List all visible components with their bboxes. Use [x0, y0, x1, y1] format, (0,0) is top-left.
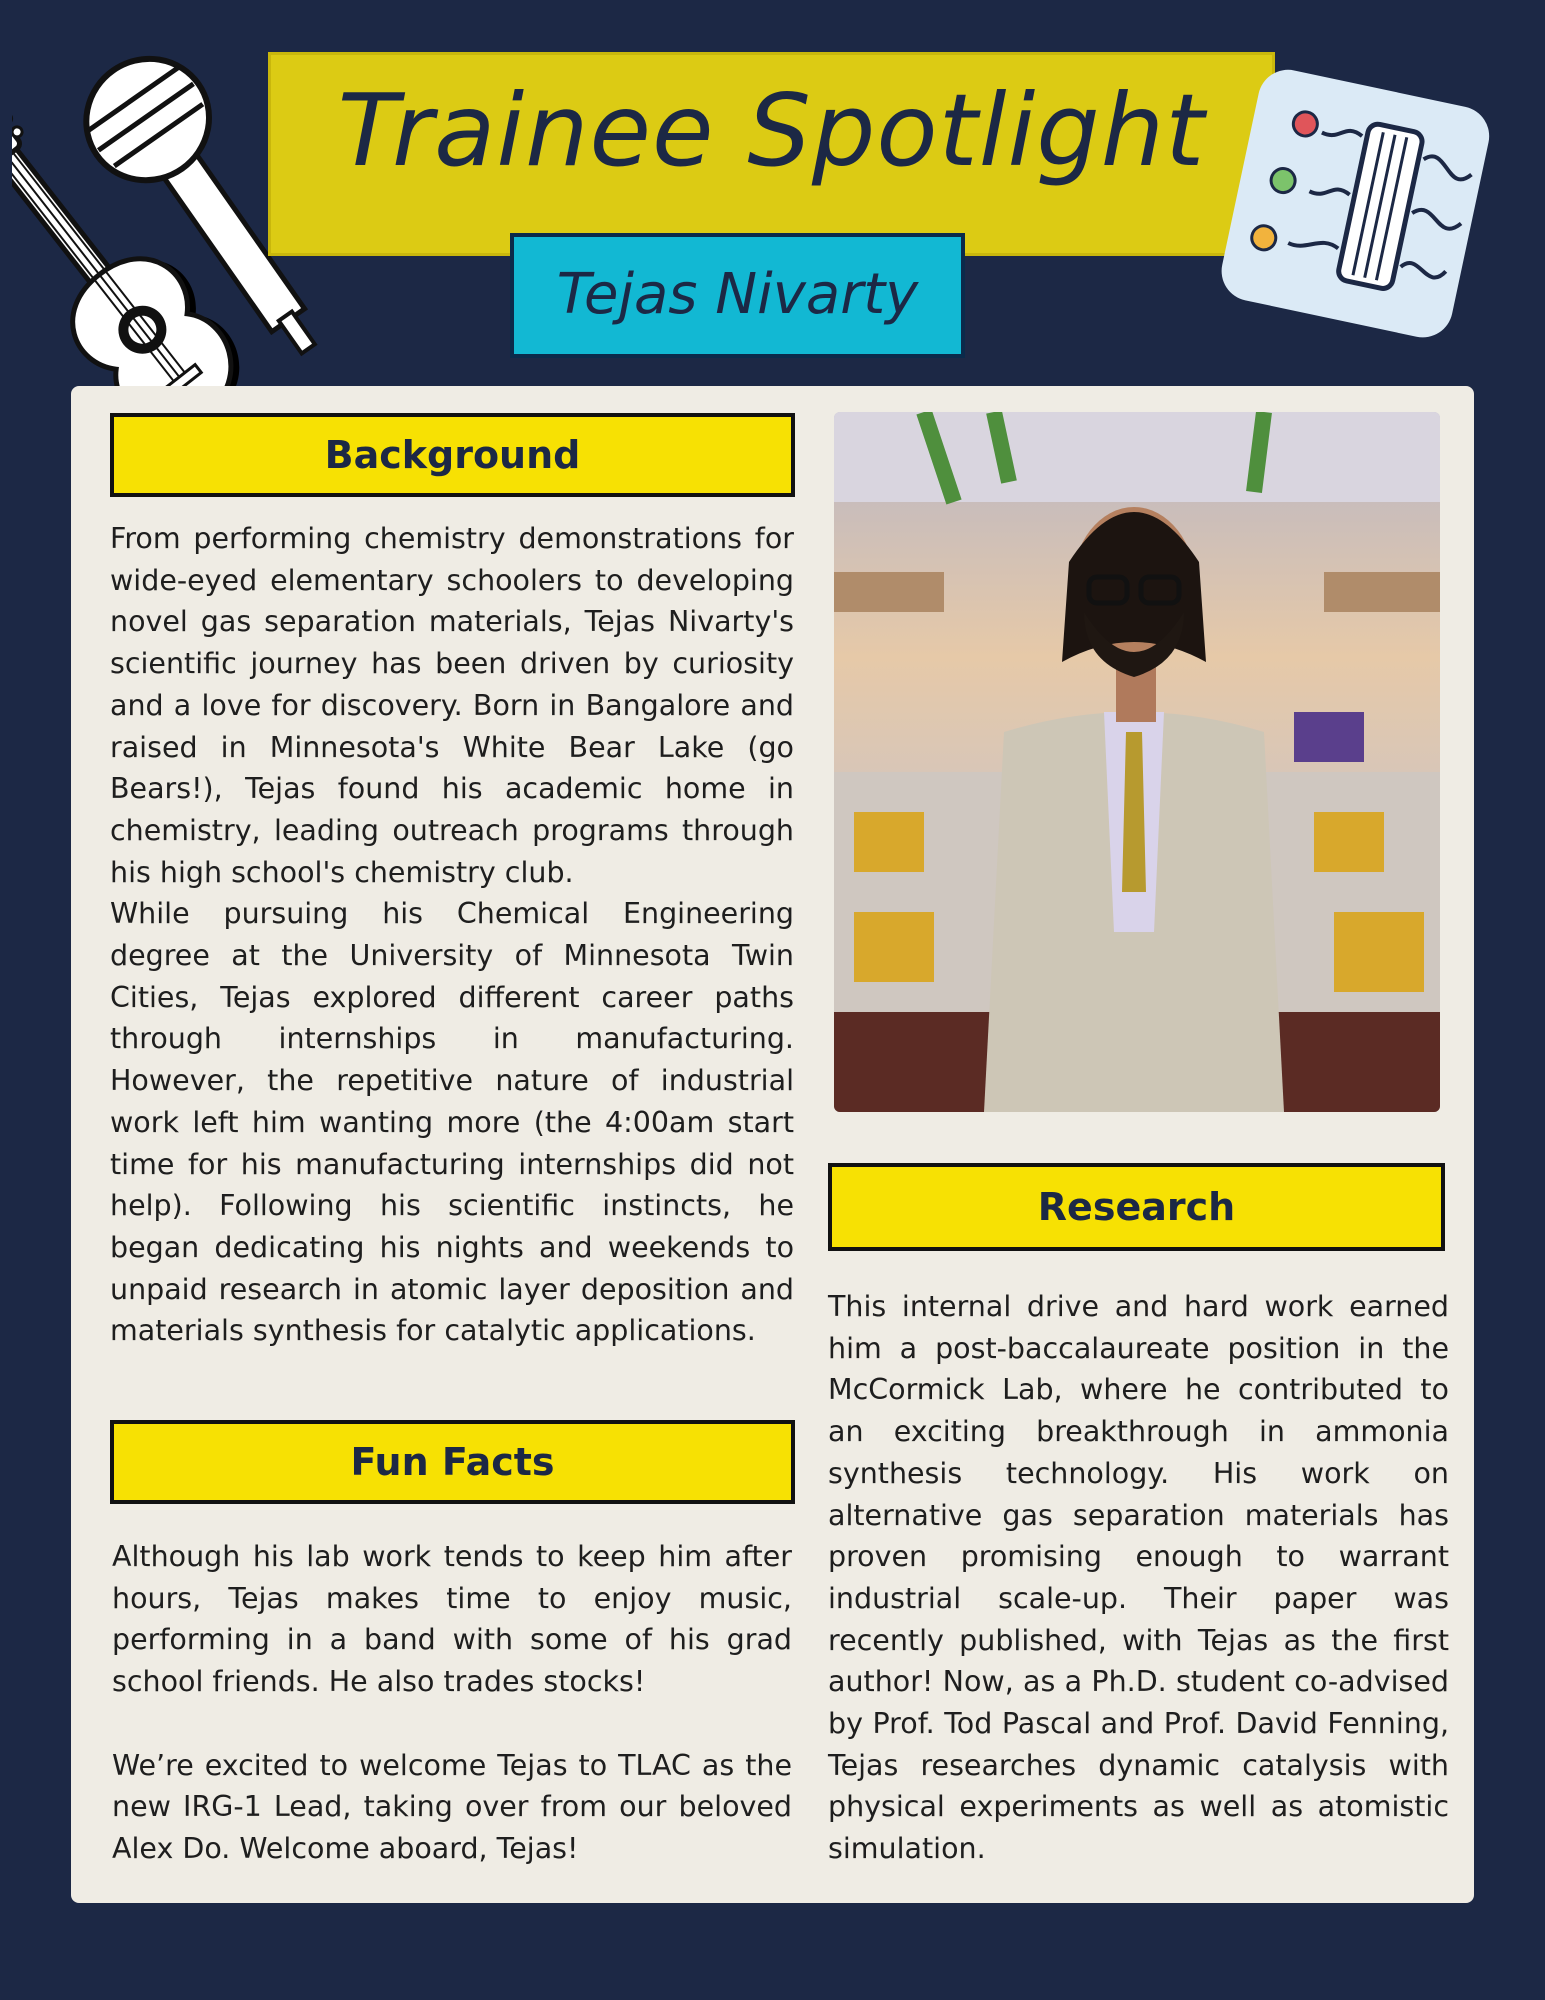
background-heading: Background: [110, 413, 795, 497]
research-paragraph: This internal drive and hard work earned him a post-baccalaureate position in the McCormick Lab, where he contributed to an exciting breakthrough in ammonia synthesis technology. His work on alternative gas separation materials has proven promising enough to warrant industrial scale-up. Their paper was recently published, with Tejas as the first author! Now, as a Ph.D. student co-advised by Prof. Tod Pascal and Prof. David Fenning, Tejas researches dynamic catalysis with physical experiments as well as atomistic simulation.: [828, 1290, 1449, 1866]
background-text: [110, 518, 794, 1352]
fun-facts-heading: Fun Facts: [110, 1420, 795, 1504]
research-text: [828, 1286, 1449, 1870]
background-paragraph: While pursuing his Chemical Engineering degree at the University of Minnesota Twin Cities, Tejas explored different career paths through internships in manufacturing. However, the repetitive nature of industrial work left him wanting more (the 4:00am start time for his manufacturing internships did not help). Following his scientific instincts, he began dedicating his nights and weekends to unpaid research in atomic layer deposition and materials synthesis for catalytic applications.: [110, 897, 794, 1348]
trainee-name: Tejas Nivarty: [556, 262, 919, 327]
background-paragraph: From performing chemistry demonstrations for wide-eyed elementary schoolers to developing novel gas separation materials, Tejas Nivarty's scientific journey has been driven by curiosity and a love for discovery. Born in Bangalore and raised in Minnesota's White Bear Lake (go Bears!), Tejas found his academic home in chemistry, leading outreach programs through his high school's chemistry club.: [110, 522, 794, 889]
page-title: Trainee Spotlight: [337, 72, 1206, 189]
fun-facts-text: [112, 1536, 792, 1870]
fun-facts-paragraph: Although his lab work tends to keep him after hours, Tejas makes time to enjoy music, performing in a band with some of his grad school friends. He also trades stocks!: [112, 1540, 792, 1699]
trainee-photo: [834, 412, 1440, 1112]
research-heading: Research: [828, 1163, 1445, 1251]
data-flow-icon: [1218, 66, 1493, 341]
fun-facts-paragraph: We’re excited to welcome Tejas to TLAC as the new IRG-1 Lead, taking over from our beloved Alex Do. Welcome aboard, Tejas!: [112, 1748, 792, 1865]
